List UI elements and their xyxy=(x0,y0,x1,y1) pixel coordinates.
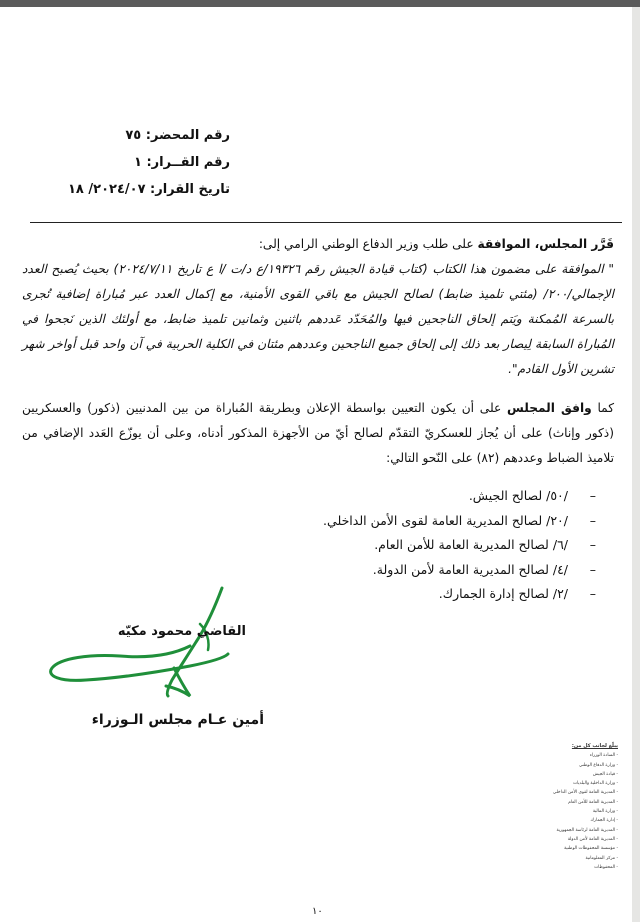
list-text: /٢٠/ لصالح المديرية العامة لقوى الأمن الداخلي. xyxy=(323,512,568,528)
list-dash: – xyxy=(589,561,596,577)
p3-prefix: كما xyxy=(591,401,615,415)
page-number: ١٠ xyxy=(312,906,323,917)
list-text: /٦/ لصالح المديرية العامة للأمن العام. xyxy=(374,537,568,552)
distribution-item: - المديرية العامة لقوى الأمن الداخلي xyxy=(552,790,618,796)
minutes-number xyxy=(30,122,230,149)
distribution-item: - المديرية العامة لأمن الدولة xyxy=(567,836,618,842)
intro-rest: على طلب وزير الدفاع الوطني الرامي إلى: xyxy=(258,237,478,251)
list-item xyxy=(196,582,596,607)
distribution-item: - إدارة الجمارك xyxy=(590,818,618,824)
distribution-item: - السادة الوزراء xyxy=(589,753,618,759)
list-text: /٥٠/ لصالح الجيش. xyxy=(468,488,568,503)
distribution-item: - مركز المعلوماتية xyxy=(585,855,618,861)
decision-value: ١ xyxy=(134,155,142,170)
page-edge xyxy=(632,7,640,922)
distribution-item: - وزارة المالية xyxy=(592,809,618,815)
distribution-item: - المديرية العامة للأمن العام xyxy=(568,799,618,805)
intro-approval: الموافقة xyxy=(477,237,531,251)
paragraph-intro xyxy=(22,232,614,257)
minutes-label: رقم المحضر: xyxy=(145,128,230,143)
decision-date xyxy=(30,176,230,203)
top-bar xyxy=(0,0,640,7)
distribution-heading: يبلّغ لجانب كل من: xyxy=(571,743,618,749)
intro-council: قَرَّر المجلس، xyxy=(530,237,614,251)
list-dash: – xyxy=(589,537,596,552)
distribution-item: - وزارة الدفاع الوطني xyxy=(578,762,618,768)
list-text: /٤/ لصالح المديرية العامة لأمن الدولة. xyxy=(372,561,568,577)
distribution-item: - المديرية العامة لرئاسة الجمهورية xyxy=(556,827,618,833)
p3-rest: على أن يكون التعيين بواسطة الإعلان وبطريقة المُباراة من بين المدنيين (ذكور) والعسكريين (ذكور وإناث) على أن يُجاز للعسكريّ التقدّم لصالح أيّ من الأجهزة المذكور أدناه، وعلى أن يوزّع العَدد الإضافي من تلاميذ الضباط وعددهم (٨٢) على النّحو التالي: xyxy=(22,401,614,465)
signatory-name: القاضي محمود مكيّه xyxy=(117,624,246,639)
decision-label: رقم القــرار: xyxy=(146,155,230,170)
list-dash: – xyxy=(589,512,596,528)
date-value: ٢٠٢٤/٠٧/ ١٨ xyxy=(68,182,146,197)
list-dash: – xyxy=(589,488,596,503)
paragraph-quote: " الموافقة على مضمون هذا الكتاب (كتاب قيادة الجيش رقم ١٩٣٢٦/ع د/ت /ا ع تاريخ ٢٠٢٤/٧/١١) بحيث يُصبح العدد الإجمالي/٢٠٠/ (مئتي تلميذ ضابط) لصالح الجيش مع باقي القوى الأمنية، مع إكمال العدد عبر مُباراة إضافية تُجرى بالسرعة المُمكنة ويَتم إلحاق الناجحين فيها والمُحَدّد عَددهم باثنين وثمانين تلميذ ضابط، مع أولئك الذين نَجحوا في المُباراة السابقة لِيصار بعد ذلك إلى إلحاق جميع الناجحين وعددهم مئتان في الكلية الحربية في آن واحد قبل أواخر شهر تشرين الأول القادم". xyxy=(22,262,614,376)
distribution-list xyxy=(500,742,618,872)
distribution-item: - مؤسسة المحفوظات الوطنية xyxy=(564,846,618,852)
distribution-item: - المحفوظات xyxy=(594,864,618,870)
list-item xyxy=(196,558,596,583)
list-dash: – xyxy=(589,586,596,601)
horizontal-rule xyxy=(30,222,622,223)
signatory-title: أمين عـام مجلس الـوزراء xyxy=(91,712,264,728)
distribution-item: - وزارة الداخلية والبلديات xyxy=(572,781,618,787)
allocation-list xyxy=(196,484,596,607)
date-label: تاريخ القرار: xyxy=(150,182,230,197)
paragraph-appointment xyxy=(22,396,614,471)
decision-number xyxy=(30,149,230,176)
list-item xyxy=(196,509,596,534)
list-item xyxy=(196,484,596,509)
distribution-item: - قيادة الجيش xyxy=(592,771,618,777)
list-item xyxy=(196,533,596,558)
decision-meta xyxy=(30,122,230,203)
list-text: /٢/ لصالح إدارة الجمارك. xyxy=(438,586,568,601)
signature-scribble xyxy=(40,584,240,704)
p3-approved: وافق المجلس xyxy=(507,401,592,415)
minutes-value: ٧٥ xyxy=(125,128,142,143)
decision-body xyxy=(22,232,614,471)
